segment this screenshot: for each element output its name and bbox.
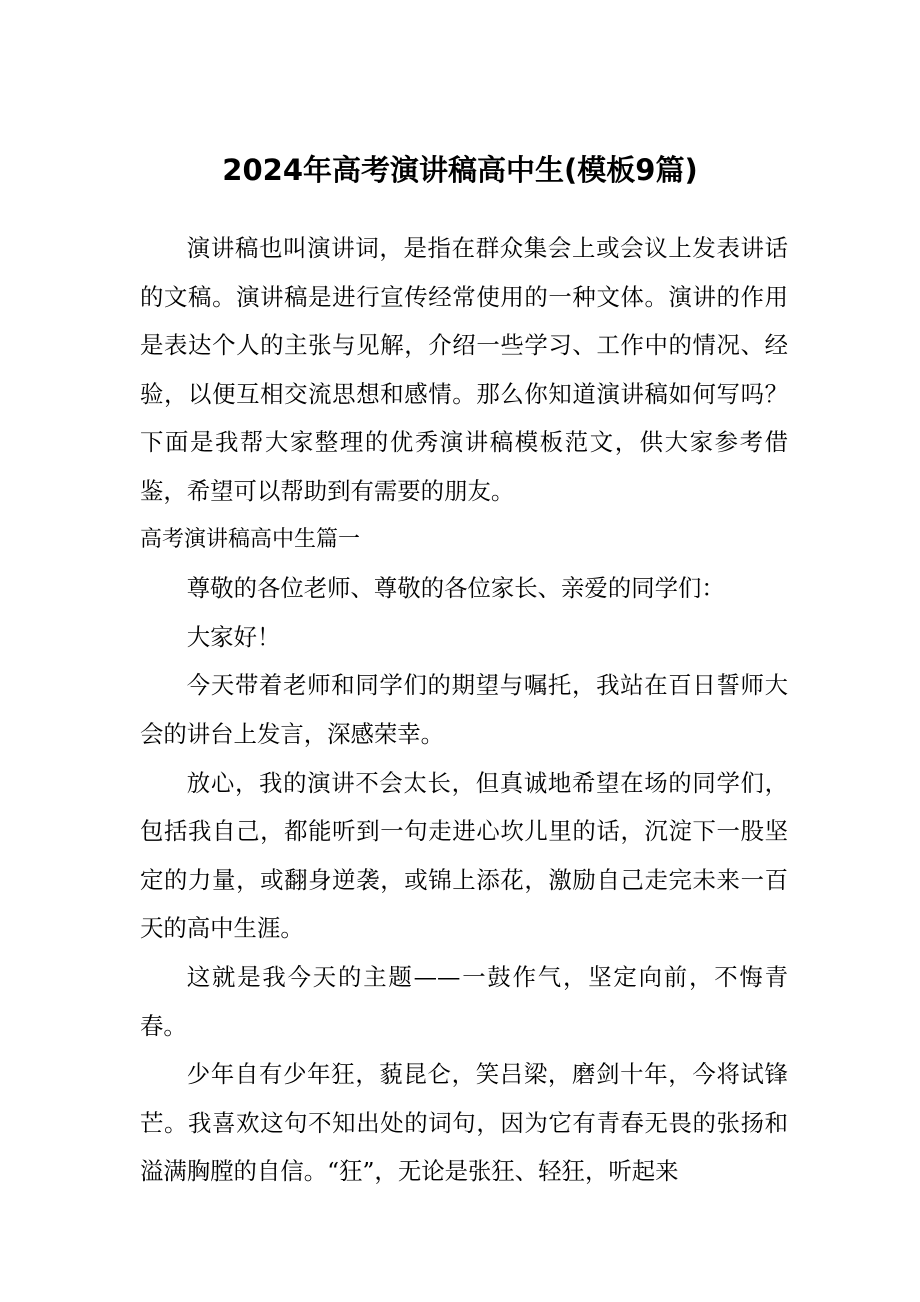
document-title: 2024年高考演讲稿高中生(模板9篇) xyxy=(222,153,698,187)
salutation-paragraph: 尊敬的各位老师、尊敬的各位家长、亲爱的同学们： xyxy=(186,574,725,603)
greeting-paragraph: 大家好！ xyxy=(186,622,281,651)
body-paragraph: 少年自有少年狂，藐昆仑，笑吕梁，磨剑十年，今将试锋芒。我喜欢这句不知出处的词句，因为它有青春无畏的张扬和溢满胸膛的自信。“狂”，无论是张狂、轻狂，听起来 xyxy=(140,1060,788,1186)
body-paragraph: 放心，我的演讲不会太长，但真诚地希望在场的同学们，包括我自己，都能听到一句走进心坎儿里的话，沉淀下一股坚定的力量，或翻身逆袭，或锦上添花，激励自己走完未来一百天的高中生涯。 xyxy=(140,768,788,943)
intro-paragraph: 演讲稿也叫演讲词，是指在群众集会上或会议上发表讲话的文稿。演讲稿是进行宣传经常使用的一种文体。演讲的作用是表达个人的主张与见解，介绍一些学习、工作中的情况、经验，以便互相交流思想和感情。那么你知道演讲稿如何写吗？下面是我帮大家整理的优秀演讲稿模板范文，供大家参考借鉴，希望可以帮助到有需要的朋友。 xyxy=(140,234,788,505)
body-paragraph: 这就是我今天的主题——一鼓作气，坚定向前，不悔青春。 xyxy=(140,962,788,1040)
document-body xyxy=(140,224,788,1196)
body-paragraph: 今天带着老师和同学们的期望与嘱托，我站在百日誓师大会的讲台上发言，深感荣幸。 xyxy=(140,671,788,748)
section-heading: 高考演讲稿高中生篇一 xyxy=(140,526,361,552)
